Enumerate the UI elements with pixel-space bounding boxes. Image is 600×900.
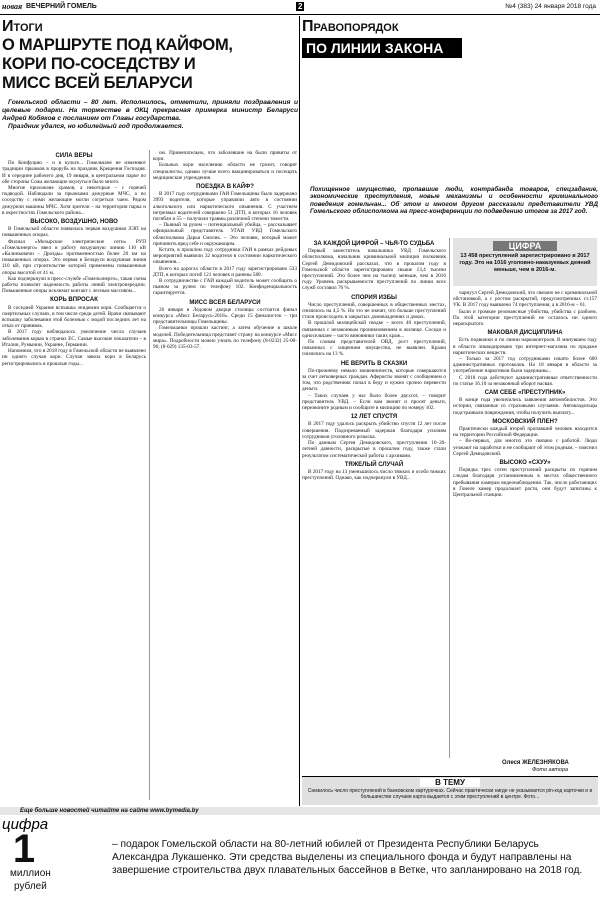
paragraph: – Только за 2017 год сотрудниками изъято более 600 административных протоколов. На 18 января в области за употребление наркотиков были задержаны...	[453, 356, 597, 375]
column-divider	[449, 238, 450, 758]
rubric-initial: П	[302, 18, 314, 35]
cifra-box-label: ЦИФРА	[493, 241, 557, 251]
subheading: ТЯЖЕЛЫЙ СЛУЧАЙ	[344, 461, 404, 468]
related-bar	[302, 776, 598, 805]
paragraph: По-прежнему немало мошенничеств, которые совершаются за счет легковерных граждан. Аферисты звонят с сообщением о том, что родственник попал в беду и нужно срочно перевести деньги.	[302, 367, 446, 393]
paragraph: Практически каждый второй пропавший человек находится на территории Российской Федерации.	[453, 426, 597, 439]
related-bar-title: В ТЕМУ	[420, 778, 480, 787]
paragraph: В сотрудничестве с ГАИ каждый водитель может сообщить о пьяном за рулем по телефону 102. Конфиденциальность гарантируется.	[153, 278, 297, 297]
left-column-1	[2, 150, 146, 804]
subheading: ЗА КАЖДОЙ ЦИФРОЙ – ЧЬЯ-ТО СУДЬБА	[313, 241, 435, 247]
paragraph: Порядка трех сотен преступлений раскрыты по горячим следам благодаря установленным в местах общественного пребывания камерам видеонаблюдения. Так, число работающих в Гомеле камер продолжает расти, они будут запитаны к Центральной станции.	[453, 467, 597, 499]
subheading: НЕ ВЕРИТЬ В СКАЗКИ	[340, 360, 408, 367]
paragraph: Как подчеркнули в пресс-службе «Гомельэнерго», такая схема работы позволит надежность работы линий электропередачи. Повышенные опоры исключат контакт с лесным массивом...	[2, 275, 146, 295]
cifra-label: цифра	[2, 816, 49, 833]
site-note-bar	[0, 807, 600, 815]
rubric-text: РАВОПОРЯДОК	[313, 22, 399, 34]
cifra-box-text: 13 458 преступлений зарегистрировано в 2017 году. Это на 1016 уголовно-наказуемых деяний меньше, чем в 2016-м.	[459, 253, 591, 273]
related-bar-text: Снизилось число преступлений в банковском картурочках. Сейчас практически нигде не указывается pin-код карточки и в большинстве случаев карта выдается с этим преступлений в центре. Фото...	[307, 788, 593, 800]
subheading: САМ СЕБЕ «ПРЕСТУПНИК»	[484, 390, 566, 397]
lead-text-2: Праздник удался, но юбилейный год продолжается.	[8, 123, 184, 130]
paragraph: По Конфуцию – и в культе... Гомельчане не изменяют традиции прыжков в прорубь на праздник Крещения Господня. И в середине рабочего дня, 19 января, в центральном парке по обе стороны Сожа желающие окунуться было много.	[2, 160, 146, 185]
lead-text: Гомельской области – 80 лет. Исполнилось, отметили, приняли поздравления и целевые подарки. На торжестве в ОКЦ прекрасная примерка министр Беларуси Андрей Кобяков с посланием от Главы государства.	[2, 99, 298, 122]
issue-info: №4 (383) 24 января 2018 года	[505, 3, 596, 10]
page-header	[0, 0, 600, 15]
newspaper-logo: новая	[2, 2, 23, 11]
page-divider	[299, 16, 300, 806]
paragraph: Есть подвижки и по линии наркоконтроля. В минувшем году в области ликвидировано три интернет-магазина по продаже наркотических веществ.	[453, 337, 597, 356]
photo-caption: Похищенное имущество, пропавшие люди, контрабанда товаров, спецзадание, экономические преступления, новые механизмы и особенности криминального поведения гомельчан... Об этом и многом другом рассказали представители УВД Гомельского облисполкома на пресс-конференции по подведению итогов за 2017 год.	[308, 184, 598, 218]
paragraph: – Пьяный за рулем – потенциальный убийца, – рассказывает официальный представитель УГАИ УВД Гомельского облисполкома Дарья Смолик. – Это человек, который может причинить вред себе и окружающим.	[153, 222, 297, 247]
rubric	[302, 18, 399, 36]
paragraph: ом. Примечательно, что заболевшие на были привиты от кори.	[153, 150, 297, 163]
column-divider	[149, 150, 150, 800]
headline	[2, 36, 298, 93]
subheading: ПОЕЗДКА В КАЙФ?	[196, 184, 254, 191]
rubric-text: ТОГИ	[13, 22, 43, 34]
paragraph: Филиал «Мозырские электрические сети» РУП «Гомельэнерго» ввел в работу воздушную линию 110 кВ «Калинковичи – Дрозды» протяженностью более 20 км на повышенных опорах. Это первая в Беларуси воздушная линия 110 кВ, при строительстве которой применены повышенные опоры высотой от 41 м.	[2, 238, 146, 276]
rubric-initial: И	[2, 18, 14, 35]
paragraph: Напомним, что в 2018 году в Гомельской области не выявлено ни одного случая кори. Случаи завоза кори в Беларусь регистрировались в прошлые годы...	[2, 348, 146, 367]
paragraph: В Гомельской области появилась первая воздушная ЛЭП на повышенных опорах.	[2, 226, 146, 239]
rubric	[2, 18, 298, 36]
site-note: Еще больше новостей читайте на сайте www.bymedia.by	[20, 808, 199, 814]
paragraph: По словам представителей ОВД, рост преступлений, связанных с хищением имущества, не выявлен. Кражи снизились на 13 %.	[302, 339, 446, 358]
subheading: МИСС ВСЕЯ БЕЛАРУСИ	[189, 299, 261, 306]
headline-line-2: КОРИ ПО-СОСЕДСТВУ И	[2, 55, 196, 73]
photo-credit: Фото автора	[532, 767, 569, 773]
subheading: СПОРИЯ ИЗБЫ	[351, 294, 397, 301]
page-number: 2	[298, 2, 303, 11]
paragraph: Больных кори населению области не грозит, говорят специалисты, однако лучше всего вакцинироваться и посещать медицинские учреждения.	[153, 162, 297, 181]
paragraph: Первый заместитель начальника УВД Гомельского облисполкома, начальник криминальной милиции полковник Сергей Демидовский рассказал, что в прошлом году в Гомельской области зарегистрировано свыше 13,4 тысячи преступлений. Это более чем на тысячу меньше, чем в 2016 году. Уровень раскрываемости преступлений по линии всех служб составил 76 %.	[302, 248, 446, 292]
subheading: МОСКОВСКИЙ ПЛЕН?	[492, 418, 558, 425]
cifra-footer	[0, 816, 600, 900]
paragraph: – Таких случаев у нас было более двухсот, – говорит представитель УВД. – Если вам звонят и просят деньги, перезвоните родным и сообщите в милицию по номеру 102.	[302, 392, 446, 412]
author-name: Олеся ЖЕЛЕЗНЯКОВА	[502, 760, 569, 766]
paragraph: В 2017 году удалось раскрыть убийство спустя 12 лет после совершения. Подозреваемый задержан благодаря усилиям сотрудников уголовного розыска.	[302, 421, 446, 440]
paragraph: В 2017 году на 13 уменьшилось число тяжких и особо тяжких преступлений. Однако, как подчеркнули в УВД...	[302, 468, 446, 482]
paragraph: Всего на дорогах области в 2017 году зарегистрировано 533 ДТП, в которых погиб 121 человек и ранены 580.	[153, 265, 297, 278]
subheading: 12 ЛЕТ СПУСТЯ	[350, 414, 398, 421]
paragraph: В 2017 году сотрудниками ГАИ Гомельщины было задержано 3993 водителя, которые управляли авто в состоянии алкогольного или наркотического опьянения. С участием нетрезвых водителей совершено 51 ДТП, в которых 16 человек погибли и 55 – получили травмы различной степени тяжести.	[153, 191, 297, 223]
right-column-2	[453, 290, 597, 758]
paragraph: По данным Сергея Демидовского, преступления 10–20-летней давности, раскрытые в прошлом году, также стали результатом систематической работы с архивами.	[302, 440, 446, 459]
paragraph: В соседней Украине вспышка эпидемии кори. Сообщается о смертельных случаях, в том числе среди детей. Врачи связывают вспышку заболевания этой болезнью с модой последних лет на отказ от прививок.	[2, 304, 146, 330]
paragraph: Число преступлений, совершенных в общественных местах, снизилось на 4,5 %. Но это не значит, что больше преступлений стали происходить в закрытых домовладениях и домах.	[302, 301, 446, 321]
subheading: СИЛА ВЕРЫ	[55, 153, 93, 159]
cifra-number: 1	[12, 827, 36, 871]
headline-line-3: МИСС ВСЕЙ БЕЛАРУСИ	[2, 74, 193, 92]
subheading: КОРЬ ВПРОСАК	[50, 297, 98, 304]
left-article	[2, 18, 298, 804]
paragraph: С 2018 года действуют административные ответственности по статье 16.10 за незаконный оборот насвая.	[453, 374, 597, 387]
paragraph: – Во-первых, для многих это связано с работой. Люди уезжают на заработки и не сообщают об этом родным, – пояснил Сергей Демидовский.	[453, 438, 597, 457]
paragraph: В 2017 году наблюдалось увеличение числа случаев заболевания корью в странах ЕС. Самые высокие показатели – в Италии, Румынии, Украине, Германии.	[2, 329, 146, 348]
paragraph: Были и громкие резонансные убийства, убийства с разбоем. По этой категории преступлений не осталось ни одного нераскрытого.	[453, 308, 597, 328]
cifra-unit-2: рублей	[14, 881, 47, 892]
left-column-2	[153, 150, 297, 804]
paragraph: 26 января в Ледовом дворце столицы состоится финал конкурса «Мисс Беларусь-2018». Среди 15 финалисток – три представительницы Гомельщины.	[153, 306, 297, 326]
banner-title	[302, 38, 462, 58]
subheading: ВЫСОКО «СХУУ»	[499, 460, 551, 467]
banner-text: ПО ЛИНИИ ЗАКОНА	[306, 40, 444, 56]
paragraph: чарнуул Сергей Демидовский, что связано не с криминальной обстановкой, а с ростом раскрытий, предусмотренных ст.157 УК. В 2017 году выявлено 74 преступления, а в 2016-м – 61.	[453, 290, 597, 309]
paragraph: Кстати, в прошлом году сотрудники ГАИ в рамках рейдовых мероприятий выявили 32 водителя в состоянии наркотического опьянения...	[153, 247, 297, 266]
paragraph: В прошлой милицейской сводке – всего 40 преступлений, связанных с незаконным проникновением в жилище. Соседи и односельчане – часто виновники таких краж...	[302, 320, 446, 339]
subheading: ВЫСОКО, ВОЗДУШНО, НОВО	[30, 219, 118, 226]
newspaper-name: ВЕЧЕРНИЙ ГОМЕЛЬ	[26, 3, 97, 10]
paragraph: Многие прихожане храмов, а некоторые – с горячей подводой. Наблюдали за прыжками дежурные МЧС, а по соседству с ними желающие могли согреться чаем. Рядом дежурили машины МЧС. Хотя зрители – на территории парка и в окрестностях Гомельского района...	[2, 185, 146, 216]
paragraph: Гомельчанки прошли кастинг, а затем обучение в школе моделей. Победительница представит страну на конкурсе «Мисс мира». Подробности можно узнать по телефону (8-0232) 25-00-96; (8-029) 135-03-57.	[153, 325, 297, 351]
paragraph: В конце года увеличились заявления автомобилистов. Это истории, связанные со страховыми случаями. Автовладельцы подстраивали повреждения, чтобы получить выплату...	[453, 397, 597, 416]
headline-line-1: О МАРШРУТЕ ПОД КАЙФОМ,	[2, 36, 233, 54]
cifra-text: – подарок Гомельской области на 80-летний юбилей от Президента Республики Беларусь Александра Лукашенко. Эти средства выделены из специального фонда и будут направлены на завершение строительства двух плавательных бассейнов в Ветке, что запланировано на 2018 год.	[112, 839, 583, 876]
right-column-1	[302, 238, 446, 758]
cifra-unit-1: миллион	[10, 868, 51, 879]
subheading: МАКОВАЯ ДИСЦИПЛИНА	[487, 330, 563, 337]
right-article	[302, 16, 598, 806]
cifra-box	[453, 238, 597, 286]
